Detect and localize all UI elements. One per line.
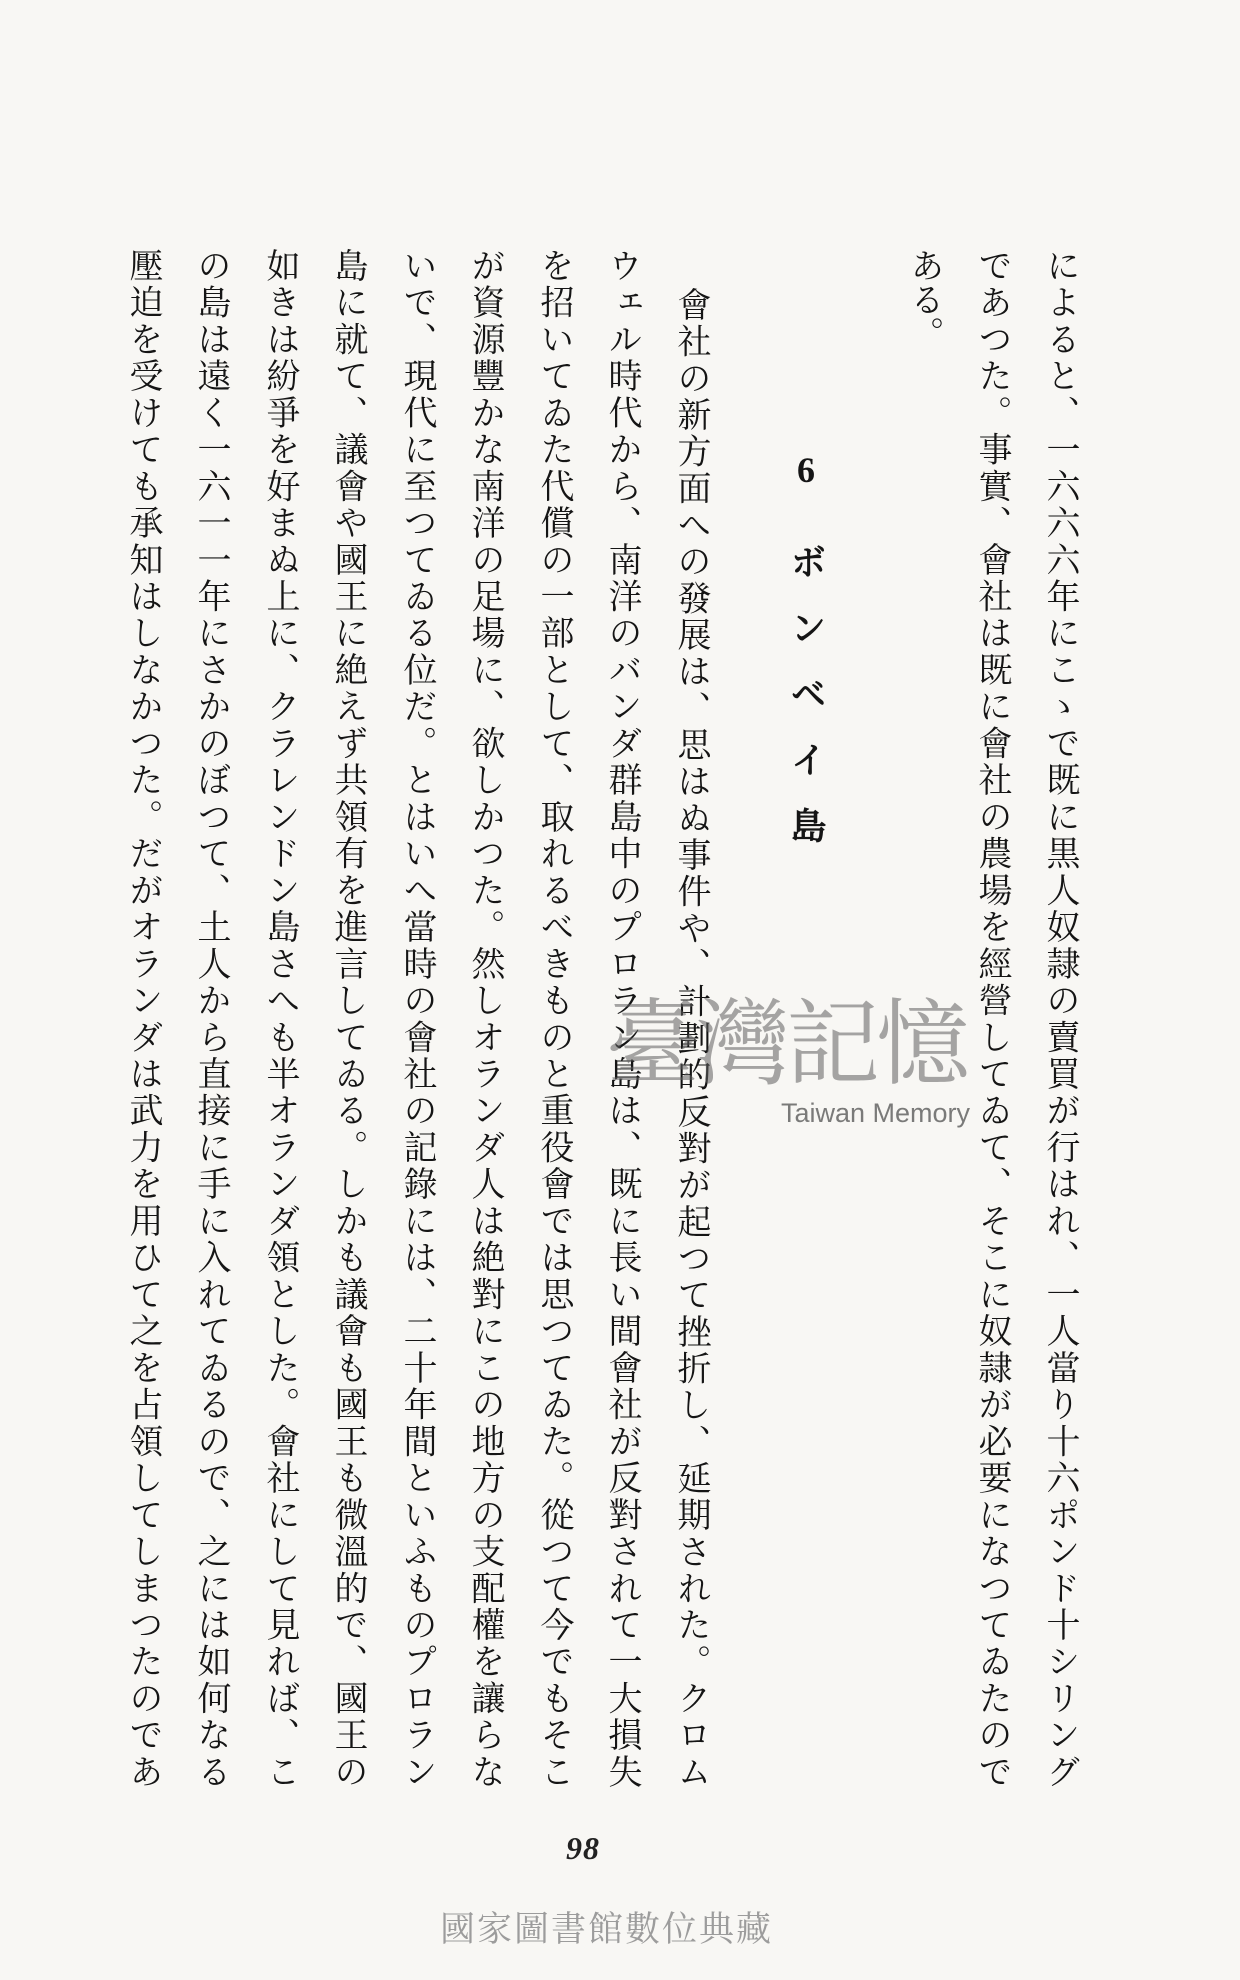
body-column-5: いで、現代に至つてゐる位だ。とはいへ當時の會社の記錄には、二十年間といふものプロラン <box>397 248 437 1788</box>
body-column-8: の島は遠く一六一一年にさかのぼつて、土人から直接に手に入れてゐるので、之には如何なる <box>191 248 231 1788</box>
continued-paragraph-line-3: ある。 <box>904 248 944 350</box>
continued-paragraph-line-1: によると、一六六六年にこゝで既に黒人奴隷の賣買が行はれ、一人當り十六ポンド十シリング <box>1040 248 1080 1788</box>
archive-footer: 國家圖書館數位典藏 <box>440 1910 774 1950</box>
page-number: 98 <box>566 1830 600 1866</box>
body-column-3: を招いてゐた代償の一部として、取れるべきものと重役會では思つてゐた。從つて今でもそこ <box>534 248 574 1788</box>
watermark-caption: Taiwan Memory <box>781 1098 971 1128</box>
body-column-7: 如きは紛爭を好まぬ上に、クラレンドン島さへも半オランダ領とした。會社にして見れば、こ <box>260 248 300 1788</box>
continued-paragraph-line-2: であつた。事實、會社は既に會社の農場を經營してゐて、そこに奴隷が必要になつてゐたので <box>972 248 1012 1788</box>
body-column-4: が資源豐かな南洋の足場に、欲しかつた。然しオランダ人は絶對にこの地方の支配權を讓らな <box>465 248 505 1788</box>
body-column-1: 會社の新方面への發展は、思はぬ事件や、計劃的反對が起つて挫折し、延期された。クロム <box>671 287 711 1788</box>
body-column-6: 島に就て、議會や國王に絶えず共領有を進言してゐる。しかも議會も國王も微溫的で、國王の <box>328 248 368 1788</box>
body-column-2: ウェル時代から、南洋のバンダ群島中のプロラン島は、既に長い間會社が反對されて一大損失 <box>602 248 642 1788</box>
section-title: ボンベイ島 <box>785 543 827 873</box>
body-column-9: 壓迫を受けても承知はしなかつた。だがオランダは武力を用ひて之を占領してしまつたのであ <box>123 248 163 1788</box>
watermark-logo: 臺灣記憶 <box>606 990 967 1099</box>
section-number: 6 <box>797 450 815 490</box>
